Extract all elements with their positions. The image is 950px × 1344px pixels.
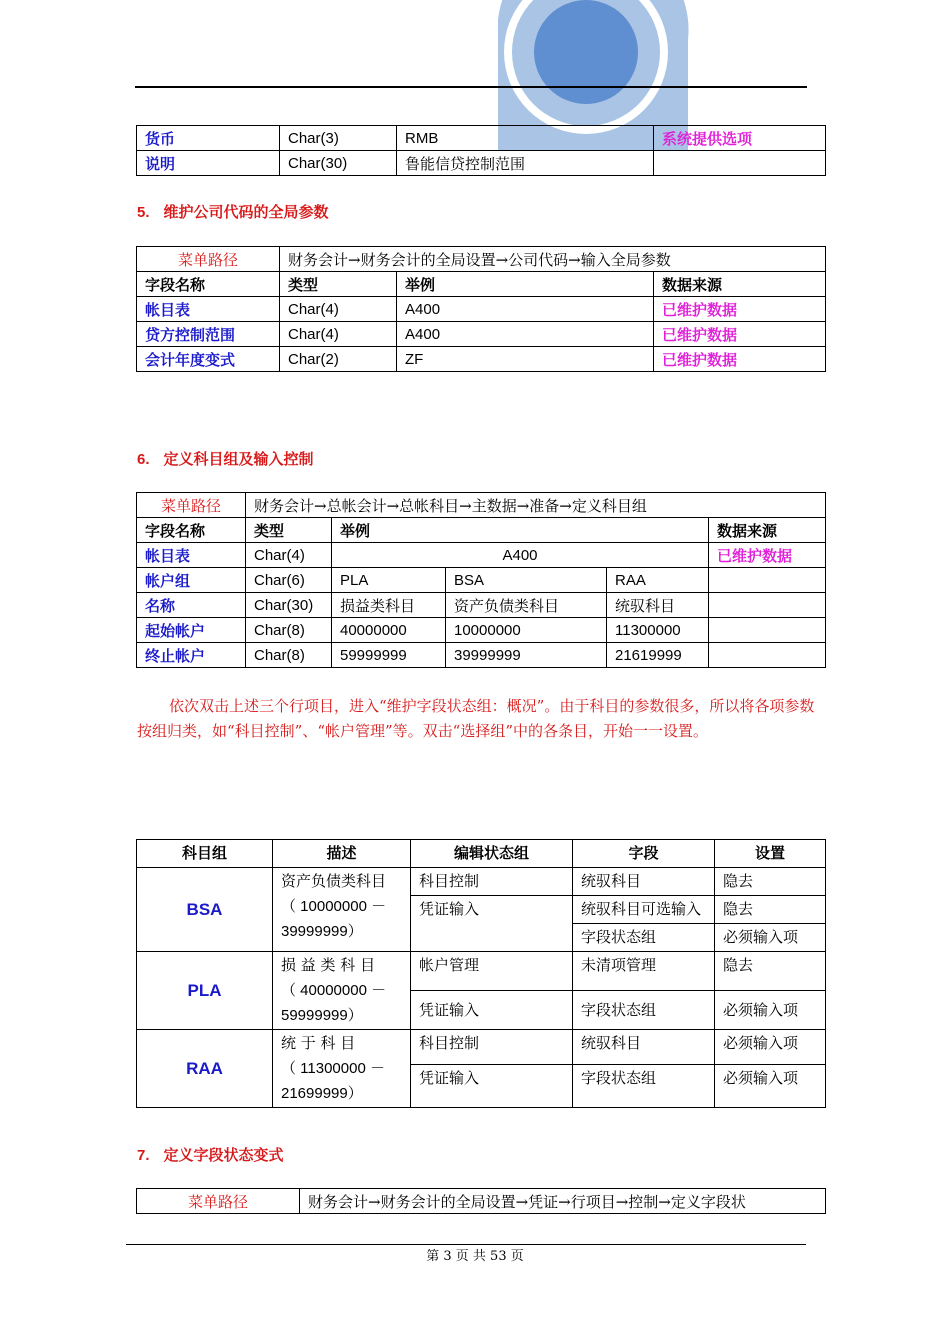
field-name-cell: 货币	[137, 126, 280, 151]
section-7-table	[136, 1188, 826, 1214]
field-name-cell: 会计年度变式	[137, 347, 280, 372]
field-cell: 字段状态组	[573, 924, 715, 952]
column-header: 编辑状态组	[411, 840, 573, 868]
field-name-cell: 名称	[137, 593, 246, 618]
section-7-heading	[137, 1144, 284, 1165]
table-row	[137, 1030, 826, 1065]
table-row	[137, 151, 826, 176]
field-cell: 统驭科目	[573, 868, 715, 896]
example-cell: A400	[397, 322, 654, 347]
menu-path-value: 财务会计→总帐会计→总帐科目→主数据→准备→定义科目组	[246, 493, 826, 518]
type-cell: Char(3)	[280, 126, 397, 151]
page-footer: 第 3 页 共 53 页	[426, 1249, 524, 1264]
example-cell: RMB	[397, 126, 654, 151]
source-cell: 系统提供选项	[654, 126, 826, 151]
example-cell: BSA	[446, 568, 607, 593]
setting-cell: 隐去	[715, 868, 826, 896]
column-header: 数据来源	[709, 518, 826, 543]
column-header: 字段名称	[137, 272, 280, 297]
field-cell: 字段状态组	[573, 1065, 715, 1108]
table-row	[137, 543, 826, 568]
description-line: 资产负债类科目	[281, 872, 387, 890]
account-group-cell: BSA	[137, 868, 273, 952]
source-cell: 已维护数据	[709, 543, 826, 568]
table-row	[137, 643, 826, 668]
type-cell: Char(30)	[246, 593, 332, 618]
description-line: 21699999）	[281, 1085, 363, 1102]
header-row	[137, 272, 826, 297]
account-group-cell: RAA	[137, 1030, 273, 1108]
field-name-cell: 终止帐户	[137, 643, 246, 668]
status-group-cell: 帐户管理	[411, 952, 573, 991]
example-cell: 鲁能信贷控制范围	[397, 151, 654, 176]
description-line: （ 11300000 －	[281, 1060, 385, 1077]
description-line: （ 10000000 －	[281, 898, 387, 915]
table-row	[137, 347, 826, 372]
currency-table	[136, 125, 826, 176]
instruction-paragraph: 依次双击上述三个行项目，进入“维护字段状态组：概况”。由于科目的参数很多，所以将各项参数按组归类，如“科目控制”、“帐户管理”等。双击“选择组”中的各条目，开始一一设置。	[137, 697, 815, 740]
field-name-cell: 贷方控制范围	[137, 322, 280, 347]
header-row	[137, 518, 826, 543]
type-cell: Char(8)	[246, 643, 332, 668]
type-cell: Char(4)	[246, 543, 332, 568]
field-cell: 未清项管理	[573, 952, 715, 991]
field-name-cell: 帐目表	[137, 543, 246, 568]
setting-cell: 必须输入项	[715, 1030, 826, 1065]
source-cell	[709, 568, 826, 593]
section-title: 定义字段状态变式	[163, 1146, 284, 1164]
source-cell	[709, 618, 826, 643]
description-cell	[273, 868, 411, 952]
column-header: 描述	[273, 840, 411, 868]
column-header: 字段	[573, 840, 715, 868]
example-cell: A400	[332, 543, 709, 568]
example-cell: 资产负债类科目	[446, 593, 607, 618]
field-name-cell: 说明	[137, 151, 280, 176]
table-row	[137, 593, 826, 618]
example-cell: A400	[397, 297, 654, 322]
column-header: 数据来源	[654, 272, 826, 297]
section-number: 5.	[137, 204, 150, 221]
setting-cell: 隐去	[715, 896, 826, 924]
table-row	[137, 618, 826, 643]
description-line: 损 益 类 科 目	[281, 956, 376, 974]
example-cell: 11300000	[607, 618, 709, 643]
column-header: 举例	[397, 272, 654, 297]
example-cell: 损益类科目	[332, 593, 446, 618]
field-name-cell: 起始帐户	[137, 618, 246, 643]
column-header: 科目组	[137, 840, 273, 868]
example-cell: RAA	[607, 568, 709, 593]
example-cell: PLA	[332, 568, 446, 593]
source-cell: 已维护数据	[654, 297, 826, 322]
type-cell: Char(6)	[246, 568, 332, 593]
type-cell: Char(8)	[246, 618, 332, 643]
table-row	[137, 297, 826, 322]
menu-path-row	[137, 247, 826, 272]
menu-path-label: 菜单路径	[137, 1189, 300, 1214]
table-row	[137, 868, 826, 896]
table-row	[137, 568, 826, 593]
type-cell: Char(4)	[280, 297, 397, 322]
description-line: 统 于 科 目	[281, 1034, 356, 1052]
type-cell: Char(30)	[280, 151, 397, 176]
menu-path-label: 菜单路径	[137, 247, 280, 272]
source-cell	[709, 643, 826, 668]
column-header: 字段名称	[137, 518, 246, 543]
section-number: 7.	[137, 1147, 150, 1164]
menu-path-row	[137, 1189, 826, 1214]
setting-cell: 隐去	[715, 952, 826, 991]
field-cell: 统驭科目可选输入	[573, 896, 715, 924]
field-name-cell: 帐户组	[137, 568, 246, 593]
description-cell	[273, 952, 411, 1030]
source-cell: 已维护数据	[654, 322, 826, 347]
section-6-table	[136, 492, 826, 668]
source-cell	[709, 593, 826, 618]
status-group-cell: 凭证输入	[411, 991, 573, 1030]
source-cell	[654, 151, 826, 176]
example-cell: 39999999	[446, 643, 607, 668]
menu-path-label: 菜单路径	[137, 493, 246, 518]
field-name-cell: 帐目表	[137, 297, 280, 322]
column-header: 设置	[715, 840, 826, 868]
menu-path-value: 财务会计→财务会计的全局设置→凭证→行项目→控制→定义字段状	[300, 1189, 826, 1214]
status-group-cell: 科目控制	[411, 868, 573, 896]
setting-cell: 必须输入项	[715, 991, 826, 1030]
example-cell: ZF	[397, 347, 654, 372]
status-group-cell: 凭证输入	[411, 1065, 573, 1108]
table-row	[137, 952, 826, 991]
example-cell: 21619999	[607, 643, 709, 668]
section-5-heading	[137, 201, 329, 222]
menu-path-value: 财务会计→财务会计的全局设置→公司代码→输入全局参数	[280, 247, 826, 272]
description-line: 59999999）	[281, 1007, 363, 1024]
example-cell: 40000000	[332, 618, 446, 643]
source-cell: 已维护数据	[654, 347, 826, 372]
section-6-heading	[137, 448, 314, 469]
description-line: 39999999）	[281, 923, 363, 940]
type-cell: Char(2)	[280, 347, 397, 372]
example-cell: 统驭科目	[607, 593, 709, 618]
menu-path-row	[137, 493, 826, 518]
account-group-cell: PLA	[137, 952, 273, 1030]
setting-cell: 必须输入项	[715, 1065, 826, 1108]
type-cell: Char(4)	[280, 322, 397, 347]
setting-cell: 必须输入项	[715, 924, 826, 952]
status-group-cell: 科目控制	[411, 1030, 573, 1065]
field-cell: 字段状态组	[573, 991, 715, 1030]
column-header: 类型	[280, 272, 397, 297]
header-rule	[135, 86, 807, 88]
table-row	[137, 322, 826, 347]
section-5-table	[136, 246, 826, 372]
description-line: （ 40000000 －	[281, 982, 387, 999]
table-row	[137, 126, 826, 151]
section-number: 6.	[137, 451, 150, 468]
section-title: 维护公司代码的全局参数	[163, 203, 329, 221]
example-cell: 59999999	[332, 643, 446, 668]
example-cell: 10000000	[446, 618, 607, 643]
account-group-table	[136, 839, 826, 1108]
description-cell	[273, 1030, 411, 1108]
field-cell: 统驭科目	[573, 1030, 715, 1065]
column-header: 类型	[246, 518, 332, 543]
header-row	[137, 840, 826, 868]
status-group-cell: 凭证输入	[411, 896, 573, 952]
section-title: 定义科目组及输入控制	[163, 450, 314, 468]
column-header: 举例	[332, 518, 709, 543]
